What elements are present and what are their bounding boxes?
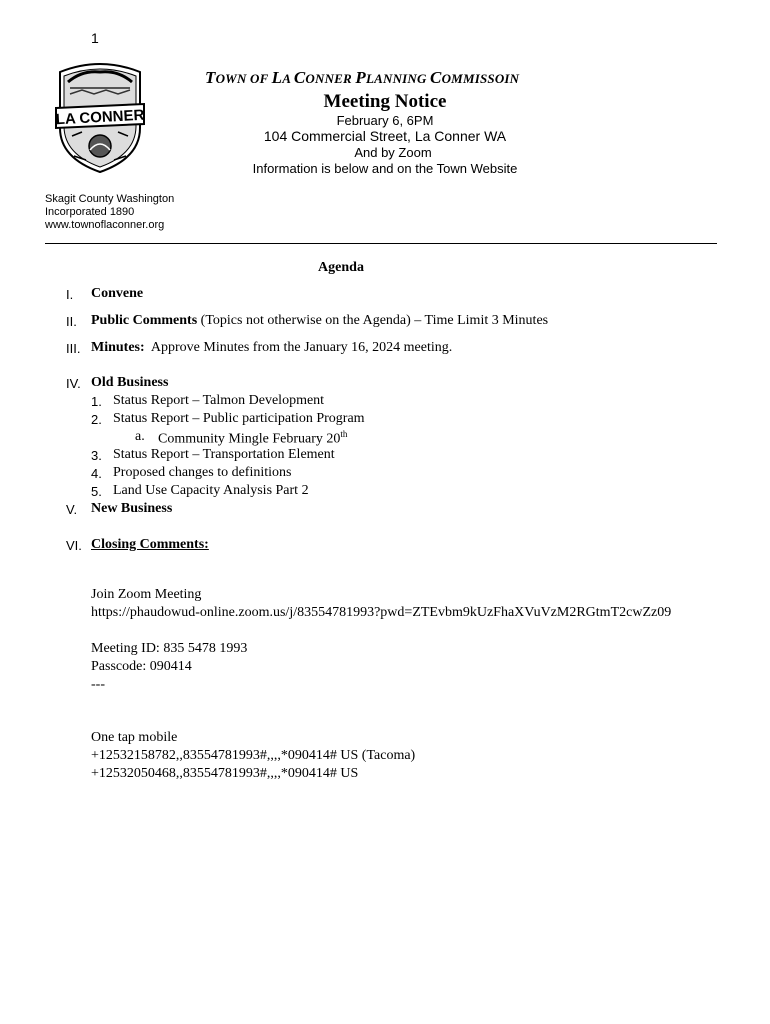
old-business-item-2: Status Report – Public participation Program [113,411,365,426]
phone-number-tacoma[interactable]: +12532158782,,83554781993#,,,,*090414# US (Tacoma) [91,748,416,763]
agenda-roman-5: V. [66,502,78,517]
page-number: 1 [91,30,99,46]
zoom-meeting-link[interactable]: https://phaudowud-online.zoom.us/j/83554781993?pwd=ZTEvbm9kUzFhaXVuVzM2RGtmT2cwZz09 [91,605,672,620]
header-divider [45,243,717,244]
old-business-item-4: Proposed changes to definitions [113,465,292,480]
agenda-item-closing-comments: Closing Comments: [91,537,209,552]
zoom-join-heading: Join Zoom Meeting [91,587,202,602]
old-business-num-1: 1. [91,394,102,409]
zoom-separator: --- [91,677,105,692]
agenda-item-public-comments: Public Comments (Topics not otherwise on the Agenda) – Time Limit 3 Minutes [91,313,549,328]
seal-text: LA CONNER [55,106,145,129]
agenda-roman-3: III. [66,341,81,356]
agenda-title: Agenda [318,260,364,275]
county-text: Skagit County Washington [45,193,175,205]
zoom-passcode: Passcode: 090414 [91,659,192,674]
agenda-item-convene: Convene [91,286,144,301]
one-tap-heading: One tap mobile [91,730,178,745]
meeting-date: February 6, 6PM [336,113,434,128]
agenda-roman-1: I. [66,287,74,302]
old-business-item-1: Status Report – Talmon Development [113,393,325,408]
notice-title: Meeting Notice [323,91,447,112]
commission-title: TOWN OF LA CONNER PLANNING COMMISSOIN [205,68,520,87]
old-business-item-3: Status Report – Transportation Element [113,447,335,462]
old-business-item-5: Land Use Capacity Analysis Part 2 [113,483,309,498]
agenda-item-minutes: Minutes: Approve Minutes from the January 16, 2024 meeting. [91,340,453,355]
phone-number-us[interactable]: +12532050468,,83554781993#,,,,*090414# US [91,766,359,781]
agenda-item-new-business: New Business [91,501,173,516]
agenda-roman-4: IV. [66,376,81,391]
agenda-roman-2: II. [66,314,77,329]
incorporated-text: Incorporated 1890 [45,206,135,218]
town-info [45,193,174,232]
meeting-address: 104 Commercial Street, La Conner WA [263,128,507,144]
sub-item-letter-a: a. [135,429,145,444]
old-business-num-3: 3. [91,448,102,463]
agenda-roman-6: VI. [66,538,82,553]
old-business-num-4: 4. [91,466,102,481]
zoom-note: And by Zoom [354,145,432,160]
zoom-meeting-id: Meeting ID: 835 5478 1993 [91,641,248,656]
old-business-num-5: 5. [91,484,102,499]
old-business-num-2: 2. [91,412,102,427]
website-info-note: Information is below and on the Town Website [252,161,518,176]
agenda-item-old-business: Old Business [91,375,169,390]
sub-item-community-mingle: Community Mingle February 20th [158,429,348,447]
website-text: www.townoflaconner.org [45,219,165,231]
